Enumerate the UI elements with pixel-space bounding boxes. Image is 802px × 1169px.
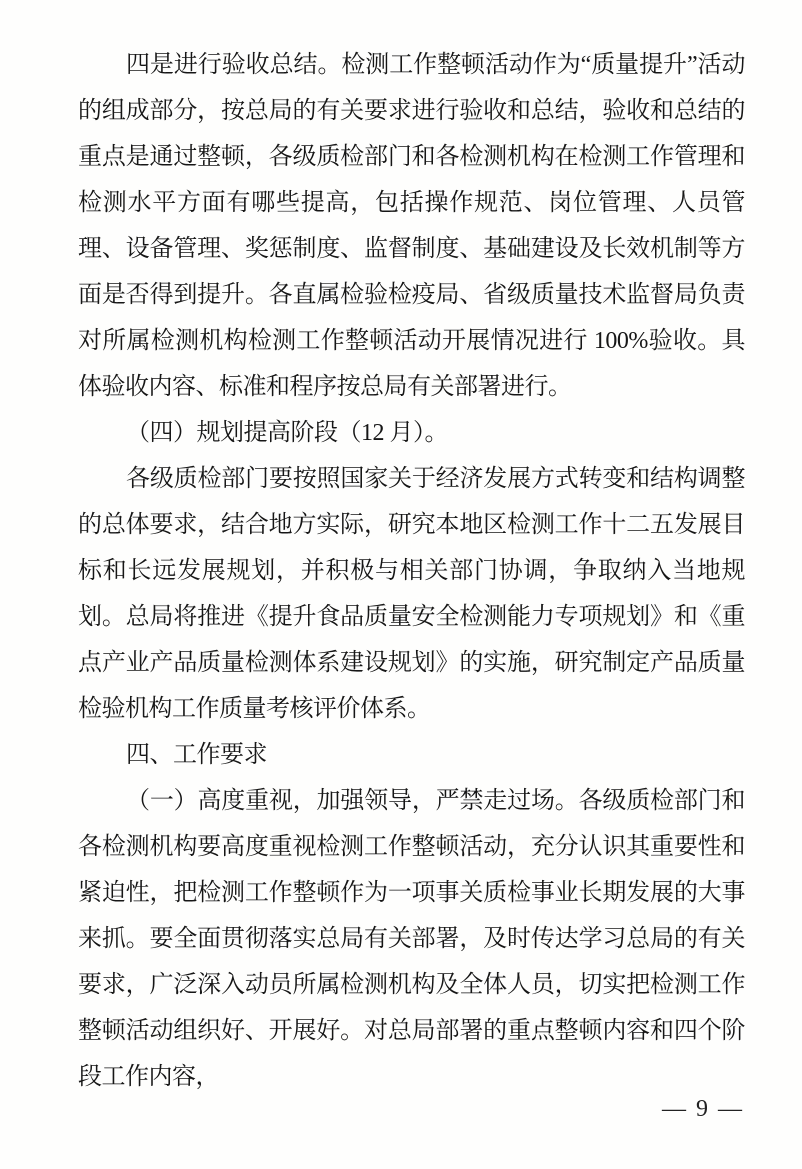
paragraph-attach-importance: （一）高度重视，加强领导，严禁走过场。各级质检部门和各检测机构要高度重视检测工作整顿活动，充分认识其重要性和紧迫性，把检测工作整顿作为一项事关质检事业长期发展的大事来抓。要全面贯彻落实总局有关部署，及时传达学习总局的有关要求，广泛深入动员所属检测机构及全体人员，切实把检测工作整顿活动组织好、开展好。对总局部署的重点整顿内容和四个阶段工作内容，: [78, 788, 745, 1090]
subheading-stage-four: （四）规划提高阶段（12 月）。: [126, 420, 448, 446]
section-heading-work-requirements: 四、工作要求: [126, 742, 267, 768]
page-number: — 9 —: [662, 1096, 744, 1122]
paragraph-acceptance-summary: 四是进行验收总结。检测工作整顿活动作为“质量提升”活动的组成部分，按总局的有关要求进行验收和总结，验收和总结的重点是通过整顿，各级质检部门和各检测机构在检测工作管理和检测水平方面有哪些提高，包括操作规范、岗位管理、人员管理、设备管理、奖惩制度、监督制度、基础建设及长效机制等方面是否得到提升。各直属检验检疫局、省级质量技术监督局负责对所属检测机构检测工作整顿活动开展情况进行 100%验收。具体验收内容、标准和程序按总局有关部署进行。: [78, 52, 745, 400]
paragraph-planning-stage: 各级质检部门要按照国家关于经济发展方式转变和结构调整的总体要求，结合地方实际，研究本地区检测工作十二五发展目标和长远发展规划，并积极与相关部门协调，争取纳入当地规划。总局将推进《提升食品质量安全检测能力专项规划》和《重点产业产品质量检测体系建设规划》的实施，研究制定产品质量检验机构工作质量考核评价体系。: [78, 466, 745, 722]
document-body: [78, 42, 745, 1100]
